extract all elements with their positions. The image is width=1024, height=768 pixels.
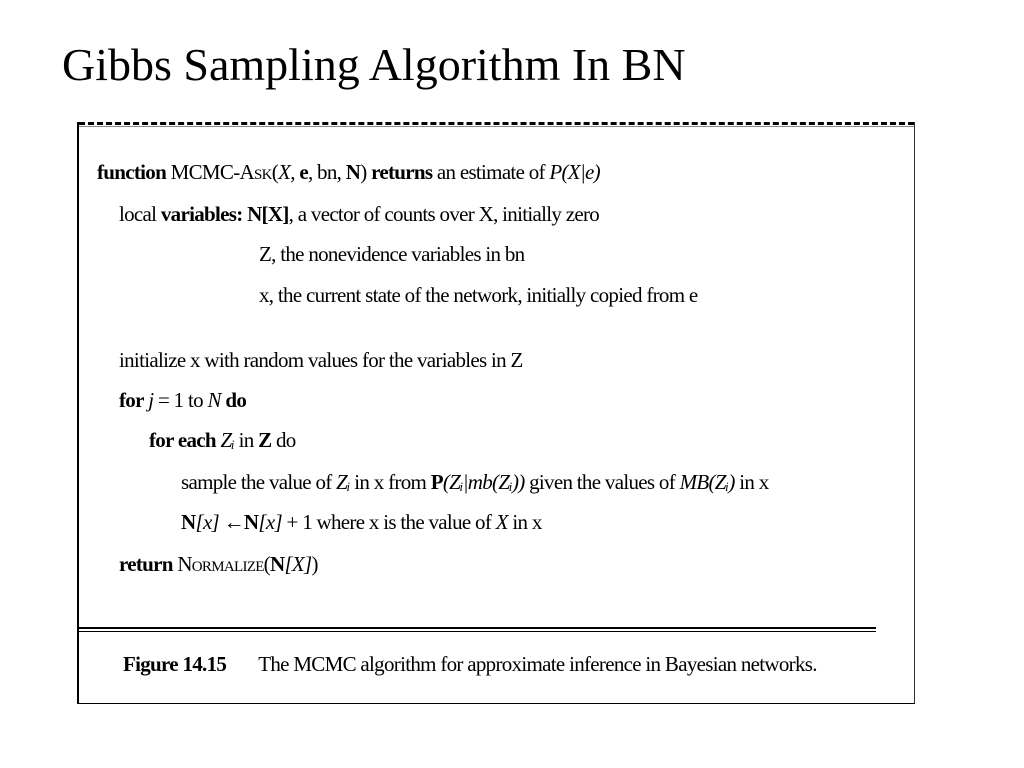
inc-N1: N xyxy=(181,510,196,534)
keyword-for: for xyxy=(119,388,144,412)
inc-var-X: X xyxy=(495,510,508,534)
caption-separator xyxy=(79,627,876,629)
algo-line-local-variables xyxy=(119,204,599,225)
sample-text4: in x xyxy=(734,470,769,494)
keyword-do: do xyxy=(225,388,247,412)
args-close: ) xyxy=(360,160,367,184)
arg-e: e xyxy=(299,160,308,184)
returns-text: an estimate of xyxy=(432,160,550,184)
args-sep2: , bn, xyxy=(307,160,346,184)
figure-top-rule xyxy=(79,122,914,125)
sample-text2: in x from xyxy=(349,470,431,494)
algorithm-figure xyxy=(77,122,915,704)
for-each-in: in xyxy=(234,428,259,452)
return-X: [X] xyxy=(284,552,312,576)
keyword-variables: variables: xyxy=(160,202,243,226)
sample-var-Zi: Zᵢ xyxy=(336,470,350,494)
inc-x2: [x] xyxy=(258,510,282,534)
algo-line-var-x: x, the current state of the network, initially copied from e xyxy=(259,283,698,307)
var-N-iter: N xyxy=(207,388,221,412)
algo-line-for-loop xyxy=(119,390,246,411)
figure-top-rule-thin xyxy=(79,126,914,127)
algo-line-for-each xyxy=(149,430,296,451)
sample-MB: MB(Zᵢ) xyxy=(679,470,735,494)
figure-caption xyxy=(123,652,817,677)
args-open: ( xyxy=(271,160,279,184)
local-prefix: local xyxy=(119,202,161,226)
sample-markov-blanket-dist: (Zᵢ|mb(Zᵢ)) xyxy=(442,470,525,494)
keyword-returns: returns xyxy=(371,160,433,184)
caption-text: The MCMC algorithm for approximate inference in Bayesian networks. xyxy=(258,652,817,676)
var-Z-set: Z xyxy=(258,428,272,452)
sample-text1: sample the value of xyxy=(181,470,337,494)
inc-x1: [x] xyxy=(195,510,220,534)
algo-line-initialize: initialize x with random values for the variables in Z xyxy=(119,348,523,372)
arg-X: X xyxy=(278,160,291,184)
inc-text-end: in x xyxy=(507,510,542,534)
func-normalize: Normalize xyxy=(177,552,264,576)
keyword-for-each: for each xyxy=(149,428,216,452)
sample-bold-P: P xyxy=(430,470,443,494)
return-N: N xyxy=(269,552,285,576)
keyword-return: return xyxy=(119,552,173,576)
algo-line-var-Z: Z, the nonevidence variables in bn xyxy=(259,242,525,266)
figure-number: Figure 14.15 xyxy=(123,652,227,676)
inc-arrow: ← xyxy=(219,510,244,534)
for-range-text: = 1 to xyxy=(153,388,208,412)
for-each-do: do xyxy=(271,428,296,452)
returns-math: P(X|e) xyxy=(549,160,600,184)
algo-line-return xyxy=(119,554,318,575)
var-Zi: Zᵢ xyxy=(220,428,235,452)
keyword-function: function xyxy=(97,160,167,184)
algo-line-function-signature xyxy=(97,162,600,183)
arg-N: N xyxy=(345,160,361,184)
return-open: ( xyxy=(263,552,270,576)
args-sep1: , xyxy=(290,160,300,184)
algo-line-sample xyxy=(181,472,769,493)
var-j: j xyxy=(148,388,154,412)
function-name-prefix: MCMC- xyxy=(170,160,240,184)
function-name-ask: Ask xyxy=(239,160,272,184)
var-N-description: , a vector of counts over X, initially zero xyxy=(288,202,600,226)
slide-title: Gibbs Sampling Algorithm In BN xyxy=(62,39,686,90)
caption-separator-thin xyxy=(79,631,876,632)
algo-line-increment xyxy=(181,512,542,533)
inc-N2: N xyxy=(243,510,259,534)
sample-text3: given the values of xyxy=(524,470,680,494)
var-N-X: N[X] xyxy=(247,202,289,226)
inc-text: + 1 where x is the value of xyxy=(281,510,496,534)
return-close: ) xyxy=(311,552,318,576)
